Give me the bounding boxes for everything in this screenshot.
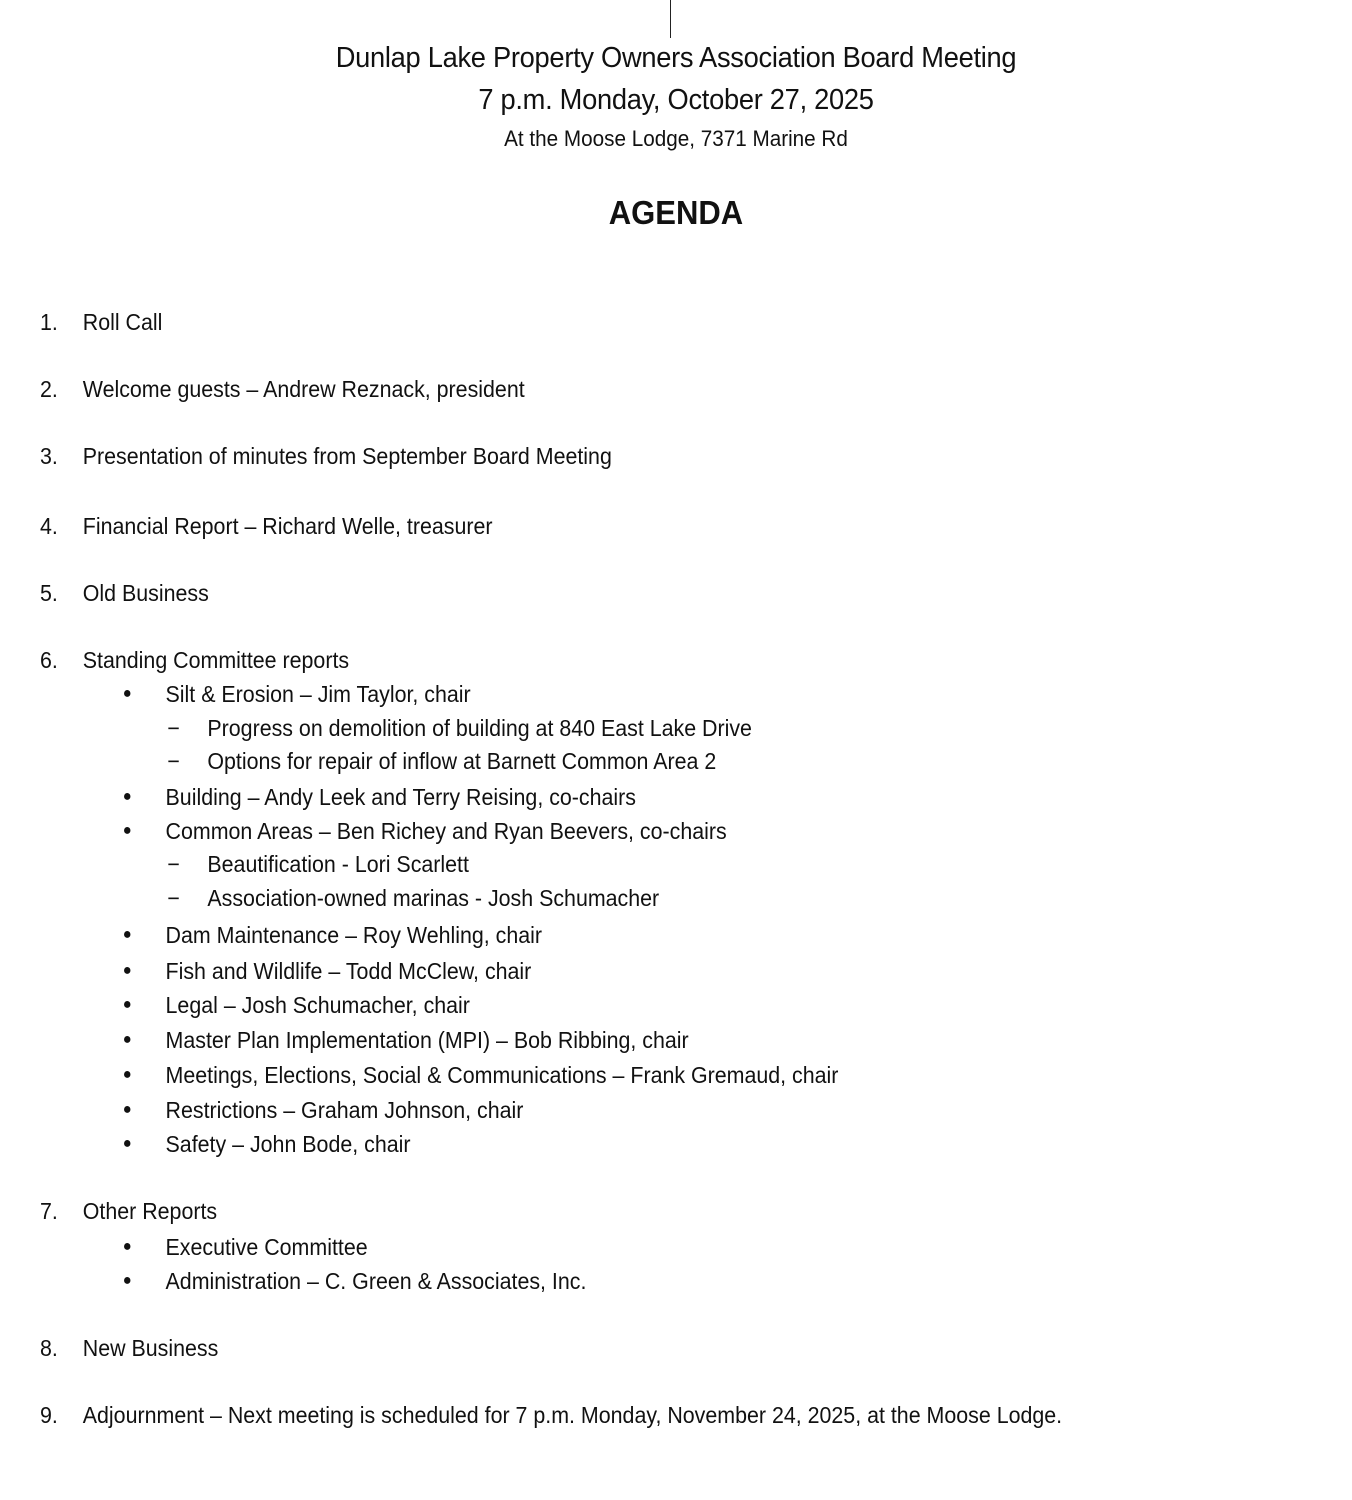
document-title: Dunlap Lake Property Owners Association Board Meeting xyxy=(335,42,1017,74)
item-number: 5. xyxy=(39,580,58,606)
bullet-icon: ● xyxy=(122,996,132,1013)
item-text: Other Reports xyxy=(82,1198,218,1224)
committee-text: Common Areas – Ben Richey and Ryan Beevers, co-chairs xyxy=(165,818,727,844)
committee-text: Building – Andy Leek and Terry Reising, co-chairs xyxy=(165,784,636,810)
item-text: Standing Committee reports xyxy=(82,647,350,673)
report-text: Executive Committee xyxy=(165,1234,368,1260)
item-text: Old Business xyxy=(82,580,209,606)
sub-item-text: Options for repair of inflow at Barnett Common Area 2 xyxy=(207,748,717,774)
item-text: Financial Report – Richard Welle, treasurer xyxy=(82,513,493,539)
item-number: 4. xyxy=(39,513,58,539)
committee-text: Safety – John Bode, chair xyxy=(165,1131,411,1157)
sub-item-text: Association-owned marinas - Josh Schumacher xyxy=(207,885,660,911)
committee-item xyxy=(0,1130,1257,1158)
agenda-item xyxy=(0,646,1257,674)
committee-item xyxy=(0,957,1257,985)
item-number: 7. xyxy=(39,1198,58,1224)
committee-item xyxy=(0,1026,1257,1054)
committee-text: Silt & Erosion – Jim Taylor, chair xyxy=(165,681,471,707)
bullet-icon: ● xyxy=(122,1066,132,1083)
committee-text: Fish and Wildlife – Todd McClew, chair xyxy=(165,958,532,984)
dash-icon: − xyxy=(167,715,180,741)
committee-item xyxy=(0,921,1257,949)
item-number: 9. xyxy=(39,1402,58,1428)
committee-item xyxy=(0,680,1257,708)
committee-item xyxy=(0,817,1257,845)
agenda-item xyxy=(0,1401,1257,1429)
item-text: Adjournment – Next meeting is scheduled for 7 p.m. Monday, November 24, 2025, at the Moose Lodge. xyxy=(82,1402,1063,1428)
item-number: 8. xyxy=(39,1335,58,1361)
bullet-icon: ● xyxy=(122,1135,132,1152)
meeting-datetime: 7 p.m. Monday, October 27, 2025 xyxy=(478,84,874,116)
sub-item xyxy=(0,714,1257,742)
bullet-icon: ● xyxy=(122,962,132,979)
bullet-icon: ● xyxy=(122,1272,132,1289)
committee-item xyxy=(0,783,1257,811)
sub-item-text: Beautification - Lori Scarlett xyxy=(207,851,469,877)
item-text: New Business xyxy=(82,1335,219,1361)
committee-item xyxy=(0,1096,1257,1124)
item-number: 2. xyxy=(39,376,58,402)
agenda-heading: AGENDA xyxy=(608,194,744,231)
item-text: Roll Call xyxy=(82,309,163,335)
bullet-icon: ● xyxy=(122,1238,132,1255)
text-cursor xyxy=(670,0,671,38)
sub-item xyxy=(0,747,1257,775)
agenda-item xyxy=(0,1334,1257,1362)
item-number: 3. xyxy=(39,443,58,469)
dash-icon: − xyxy=(167,748,180,774)
item-number: 1. xyxy=(39,309,58,335)
report-text: Administration – C. Green & Associates, Inc. xyxy=(165,1268,587,1294)
item-number: 6. xyxy=(39,647,58,673)
meeting-location: At the Moose Lodge, 7371 Marine Rd xyxy=(504,126,848,151)
bullet-icon: ● xyxy=(122,1101,132,1118)
bullet-icon: ● xyxy=(122,822,132,839)
committee-text: Meetings, Elections, Social & Communications – Frank Gremaud, chair xyxy=(165,1062,839,1088)
bullet-icon: ● xyxy=(122,685,132,702)
item-text: Welcome guests – Andrew Reznack, president xyxy=(82,376,525,402)
agenda-item xyxy=(0,442,1257,470)
sub-item-text: Progress on demolition of building at 840 East Lake Drive xyxy=(207,715,752,741)
bullet-icon: ● xyxy=(122,1031,132,1048)
item-text: Presentation of minutes from September Board Meeting xyxy=(82,443,612,469)
committee-text: Restrictions – Graham Johnson, chair xyxy=(165,1097,524,1123)
agenda-item xyxy=(0,308,1257,336)
agenda-item xyxy=(0,1197,1257,1225)
committee-text: Master Plan Implementation (MPI) – Bob Ribbing, chair xyxy=(165,1027,689,1053)
committee-text: Dam Maintenance – Roy Wehling, chair xyxy=(165,922,543,948)
report-item xyxy=(0,1233,1257,1261)
report-item xyxy=(0,1267,1257,1295)
sub-item xyxy=(0,884,1257,912)
bullet-icon: ● xyxy=(122,926,132,943)
committee-text: Legal – Josh Schumacher, chair xyxy=(165,992,470,1018)
sub-item xyxy=(0,850,1257,878)
bullet-icon: ● xyxy=(122,788,132,805)
agenda-item xyxy=(0,579,1257,607)
committee-item xyxy=(0,991,1257,1019)
dash-icon: − xyxy=(167,885,180,911)
committee-item xyxy=(0,1061,1257,1089)
agenda-item xyxy=(0,375,1257,403)
dash-icon: − xyxy=(167,851,180,877)
agenda-item xyxy=(0,512,1257,540)
